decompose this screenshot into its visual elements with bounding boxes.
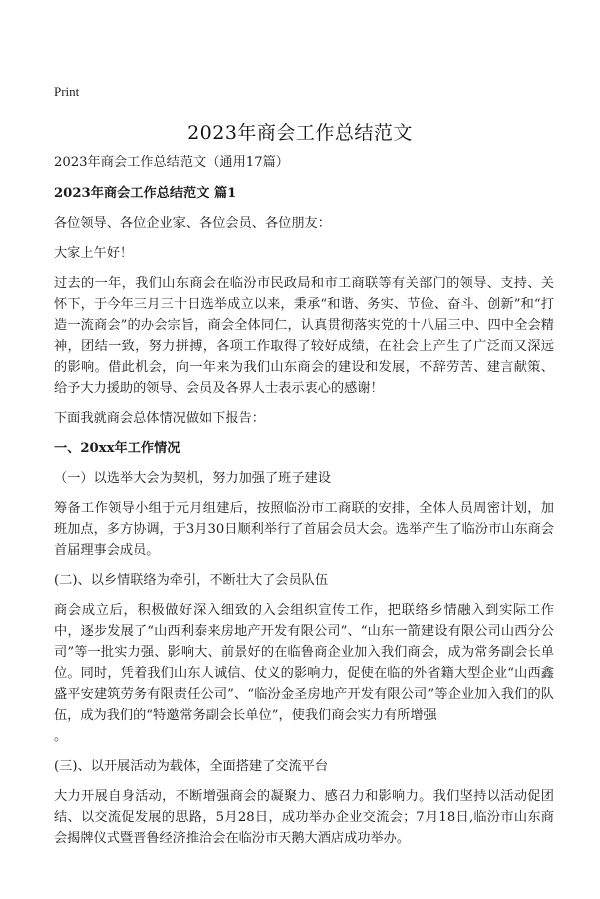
report-intro: 下面我就商会总体情况做如下报告： (54, 411, 265, 426)
section-heading-1: 一、20xx年工作情况 (54, 441, 181, 456)
subsection-heading-3: (三)、以开展活动为载体，全面搭建了交流平台 (54, 759, 329, 774)
subsection-paragraph-2-tail: 。 (54, 729, 68, 744)
subsection-heading-1: （一）以选举大会为契机，努力加强了班子建设 (54, 471, 331, 486)
subsection-paragraph-3: 大力开展自身活动，不断增强商会的凝聚力、感召力和影响力。我们坚持以活动促团结、以交流促发展的思路，5月28日，成功举办企业交流会；7月18日,临汾市山东商会揭牌仪式暨晋鲁经济推洽会在临汾市天鹅大酒店成功举办。 (54, 789, 554, 846)
document-title: 2023年商会工作总结范文 (187, 122, 413, 144)
intro-paragraph: 过去的一年，我们山东商会在临汾市民政局和市工商联等有关部门的领导、支持、关怀下，于今年三月三十日选举成立以来，秉承“和谐、务实、节俭、奋斗、创新”和“打造一流商会”的办会宗旨，商会全体同仁，认真贯彻落实党的十八届三中、四中全会精神，团结一致，努力拼搏，各项工作取得了较好成绩，在社会上产生了广泛而又深远的影响。借此机会，向一年来为我们山东商会的建设和发展，不辞劳苦、建言献策、给予大力援助的领导、会员及各界人士表示衷心的感谢！ (54, 276, 554, 396)
greeting: 大家上午好！ (54, 246, 134, 261)
print-label: Print (54, 84, 80, 99)
subsection-heading-2: (二)、以乡情联络为牵引，不断壮大了会员队伍 (54, 573, 329, 588)
document-body (54, 152, 554, 858)
article-heading: 2023年商会工作总结范文 篇1 (54, 186, 237, 201)
subsection-paragraph-2: 商会成立后，积极做好深入细致的入会组织宣传工作，把联络乡情融入到实际工作中，逐步发展了“山西利泰来房地产开发有限公司”、“山东一箭建设有限公司山西分公司”等一批实力强、影响大、前景好的在临鲁商企业加入我们商会，成为常务副会长单位。同时，凭着我们山东人诚信、仗义的影响力，促使在临的外省籍大型企业“山西鑫盛平安建筑劳务有限责任公司”、“临汾金圣房地产开发有限公司”等企业加入我们的队伍，成为我们的“特邀常务副会长单位”，使我们商会实力有所增强 (54, 603, 554, 723)
document-subtitle: 2023年商会工作总结范文（通用17篇） (54, 155, 289, 170)
subsection-paragraph-1: 筹备工作领导小组于元月组建后，按照临汾市工商联的安排，全体人员周密计划，加班加点，多方协调，于3月30日顺利举行了首届会员大会。选举产生了临汾市山东商会首届理事会成员。 (54, 501, 554, 558)
salutation: 各位领导、各位企业家、各位会员、各位朋友： (54, 216, 331, 231)
